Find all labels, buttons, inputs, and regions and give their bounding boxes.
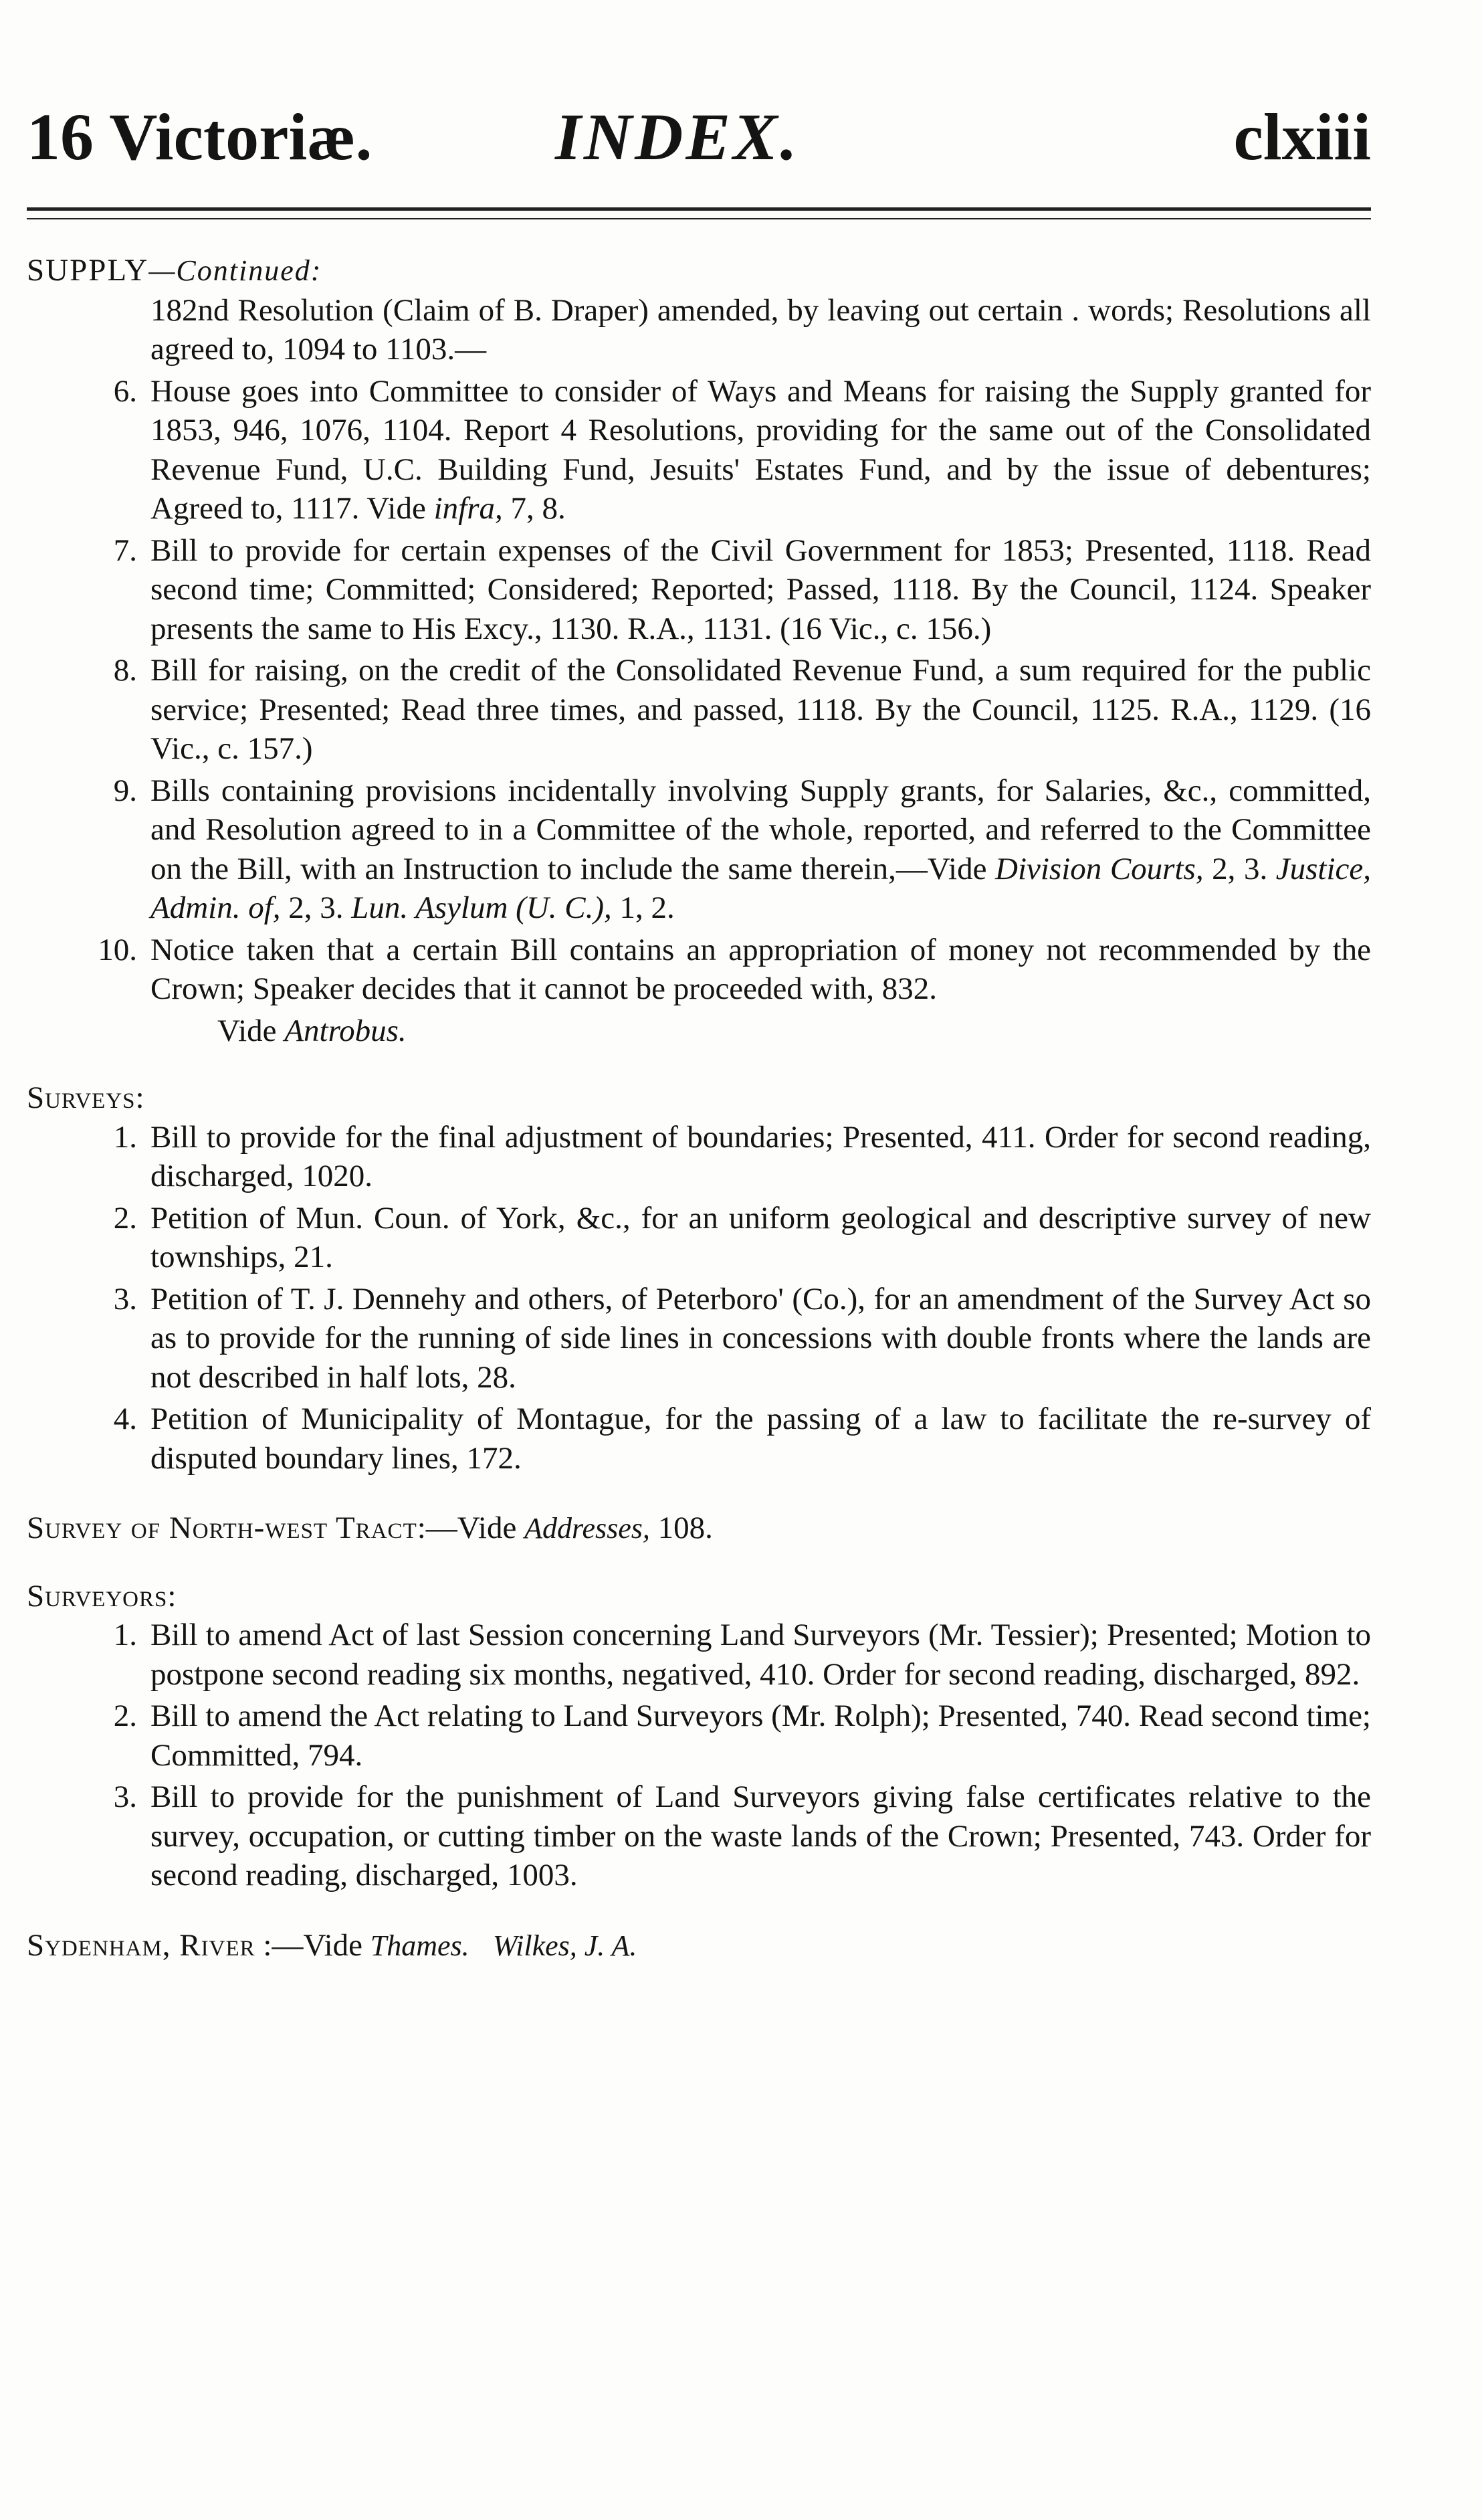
supply-continued-text: 182nd Resolution (Claim of B. Draper) amended, by leaving out certain . words; Resolutions all agreed to, 1094 to 1103.— [150, 292, 1371, 367]
heading-sydenham-river: Sydenham, River :—Vide Thames. Wilkes, J. A. [27, 1927, 637, 1963]
heading-supply: SUPPLY—Continued: [27, 253, 322, 288]
surveys-item-1: 1. Bill to provide for the final adjustment of boundaries; Presented, 411. Order for second reading, discharged, 1020. [113, 1119, 1371, 1193]
surveys-item-2: 2. Petition of Mun. Coun. of York, &c., for an uniform geological and descriptive survey of new townships, 21. [113, 1200, 1371, 1274]
surveyors-item-2: 2. Bill to amend the Act relating to Land Surveyors (Mr. Rolph); Presented, 740. Read second time; Committed, 794. [113, 1699, 1371, 1773]
heading-survey-north-west-tract: Survey of North-west Tract:—Vide Addresses, 108. [27, 1511, 713, 1545]
section-spacer [27, 1050, 1371, 1078]
surveys-item-3: 3. Petition of T. J. Dennehy and others, of Peterboro' (Co.), for an amendment of the Survey Act so as to provide for the running of side lines in concessions with double fronts where the lands are not described in half lots, 28. [113, 1281, 1371, 1395]
surveyors-item-1: 1. Bill to amend Act of last Session concerning Land Surveyors (Mr. Tessier); Presented; Motion to postpone second reading six months, negatived, 410. Order for second reading, discharged, 892. [113, 1618, 1371, 1692]
header-page-number: clxiii [1233, 100, 1371, 174]
section-spacer [27, 1898, 1371, 1926]
supply-item-9: 9. Bills containing provisions incidentally involving Supply grants, for Salaries, &c., committed, and Resolution agreed to in a Committee of the whole, reported, and referred to the Committee on the Bill, with an Instruction to include the same therein,—Vide Division Courts, 2, 3. Justice, Admin. of, 2, 3. Lun. Asylum (U. C.), 1, 2. [113, 773, 1371, 925]
header-rule-thick [27, 207, 1371, 211]
index-content [27, 251, 1371, 1965]
supply-item-8: 8. Bill for raising, on the credit of the Consolidated Revenue Fund, a sum required for the public service; Presented; Read three times, and passed, 1118. By the Council, 1125. R.A., 1129. (16 Vic., c. 157.) [113, 653, 1371, 766]
heading-surveys: Surveys: [27, 1080, 144, 1115]
supply-item-10: 10. Notice taken that a certain Bill contains an appropriation of money not recommended by the Crown; Speaker decides that it cannot be proceeded with, 832. [98, 932, 1371, 1006]
surveys-item-4: 4. Petition of Municipality of Montague, for the passing of a law to facilitate the re-survey of disputed boundary lines, 172. [113, 1401, 1371, 1476]
surveyors-item-3: 3. Bill to provide for the punishment of Land Surveyors giving false certificates relative to the survey, occupation, or cutting timber on the waste lands of the Crown; Presented, 743. Order for second reading, discharged, 1003. [113, 1779, 1371, 1893]
supply-item-7: 7. Bill to provide for certain expenses of the Civil Government for 1853; Presented, 1118. Read second time; Committed; Considered; Reported; Passed, 1118. By the Council, 1124. Speaker presents the same to His Excy., 1130. R.A., 1131. (16 Vic., c. 156.) [113, 532, 1371, 646]
page-header [27, 97, 1371, 177]
header-session: 16 Victoriæ. [27, 100, 373, 174]
section-spacer [27, 1480, 1371, 1509]
header-rule-thin [27, 218, 1371, 219]
header-title: INDEX. [555, 100, 800, 174]
section-spacer [27, 1549, 1371, 1577]
supply-item-6: 6. House goes into Committee to consider of Ways and Means for raising the Supply granted for 1853, 946, 1076, 1104. Report 4 Resolutions, providing for the same out of the Consolidated Revenue Fund, U.C. Building Fund, Jesuits' Estates Fund, and by the issue of debentures; Agreed to, 1117. Vide infra, 7, 8. [113, 373, 1371, 526]
heading-surveyors: Surveyors: [27, 1578, 177, 1614]
supply-vide-reference: Vide Antrobus. [217, 1013, 407, 1048]
